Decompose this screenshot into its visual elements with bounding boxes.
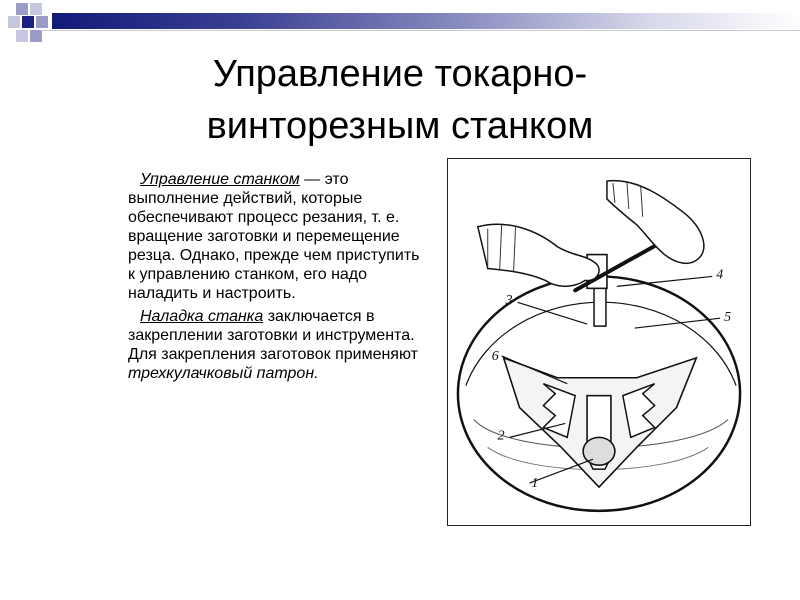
key-shaft (594, 286, 606, 326)
deco-square (30, 30, 42, 42)
deco-square (30, 3, 42, 15)
label-1: 1 (531, 476, 539, 492)
title-line-2: винторезным станком (206, 105, 594, 147)
chuck-illustration (447, 158, 751, 526)
deco-square (8, 16, 20, 28)
label-2: 2 (497, 428, 505, 444)
label-6: 6 (491, 348, 499, 364)
deco-square (22, 16, 34, 28)
deco-square (16, 30, 28, 42)
body-text (128, 170, 428, 387)
paragraph-2-text: заключается в закреплении заготовки и инструмента. Для закрепления заготовок применяют (128, 308, 418, 363)
label-4: 4 (716, 267, 724, 283)
paragraph-1-text: — это выполнение действий, которые обеспечивают процесс резания, т. е. вращение заготовки и перемещение резца. Однако, прежде чем приступить к управлению станком, его надо наладить и настроить. (128, 171, 420, 302)
slide-title (0, 48, 800, 152)
paragraph-2 (128, 307, 428, 383)
right-hand (607, 181, 704, 264)
header-underline (40, 30, 800, 31)
top-decoration (0, 0, 800, 48)
term-chuck: трехкулачковый патрон. (128, 365, 319, 382)
chuck-drawing (448, 159, 750, 525)
deco-square (36, 16, 48, 28)
header-band (52, 13, 800, 29)
term-setup: Наладка станка (140, 308, 264, 325)
label-5: 5 (724, 310, 732, 326)
left-hand (478, 224, 599, 286)
paragraph-1 (128, 170, 428, 303)
title-line-1: Управление токарно- (212, 53, 588, 95)
deco-square (16, 3, 28, 15)
label-3: 3 (505, 293, 513, 309)
term-control: Управление станком (140, 171, 300, 188)
